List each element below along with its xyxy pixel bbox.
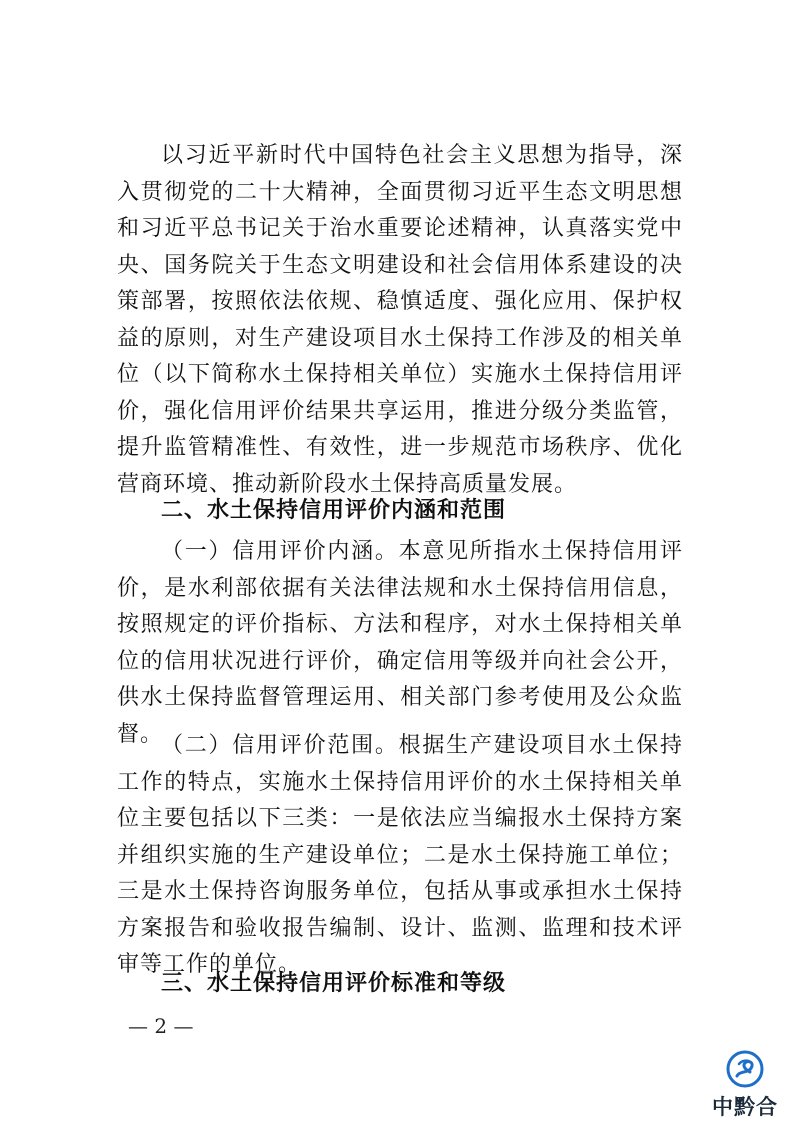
watermark-logo bbox=[702, 1050, 788, 1130]
watermark-text: 中黔合 bbox=[712, 1095, 778, 1119]
section-heading-3: 三、水土保持信用评价标准和等级 bbox=[161, 971, 507, 996]
section-heading-2: 二、水土保持信用评价内涵和范围 bbox=[161, 498, 507, 523]
logo-icon bbox=[726, 1050, 764, 1088]
paragraph-credit-evaluation-scope: （二）信用评价范围。根据生产建设项目水土保持工作的特点，实施水土保持信用评价的水土保持相关单位主要包括以下三类：一是依法应当编报水土保持方案并组织实施的生产建设单位；二是水土保持施工单位；三是水土保持咨询服务单位，包括从事或承担水土保持方案报告和验收报告编制、设计、监测、监理和技术评审等工作的单位。 bbox=[117, 733, 683, 977]
page-number: — 2 — bbox=[128, 1014, 194, 1038]
paragraph-guiding-principle: 以习近平新时代中国特色社会主义思想为指导，深入贯彻党的二十大精神，全面贯彻习近平生态文明思想和习近平总书记关于治水重要论述精神，认真落实党中央、国务院关于生态文明建设和社会信用体系建设的决策部署，按照依法依规、稳慎适度、强化应用、保护权益的原则，对生产建设项目水土保持工作涉及的相关单位（以下简称水土保持相关单位）实施水土保持信用评价，强化信用评价结果共享运用，推进分级分类监管，提升监管精准性、有效性，进一步规范市场秩序、优化营商环境、推动新阶段水土保持高质量发展。 bbox=[117, 143, 683, 497]
paragraph-credit-evaluation-meaning: （一）信用评价内涵。本意见所指水土保持信用评价，是水利部依据有关法律法规和水土保持信用信息，按照规定的评价指标、方法和程序，对水土保持相关单位的信用状况进行评价，确定信用等级并向社会公开，供水土保持监督管理运用、相关部门参考使用及公众监督。 bbox=[117, 539, 683, 747]
